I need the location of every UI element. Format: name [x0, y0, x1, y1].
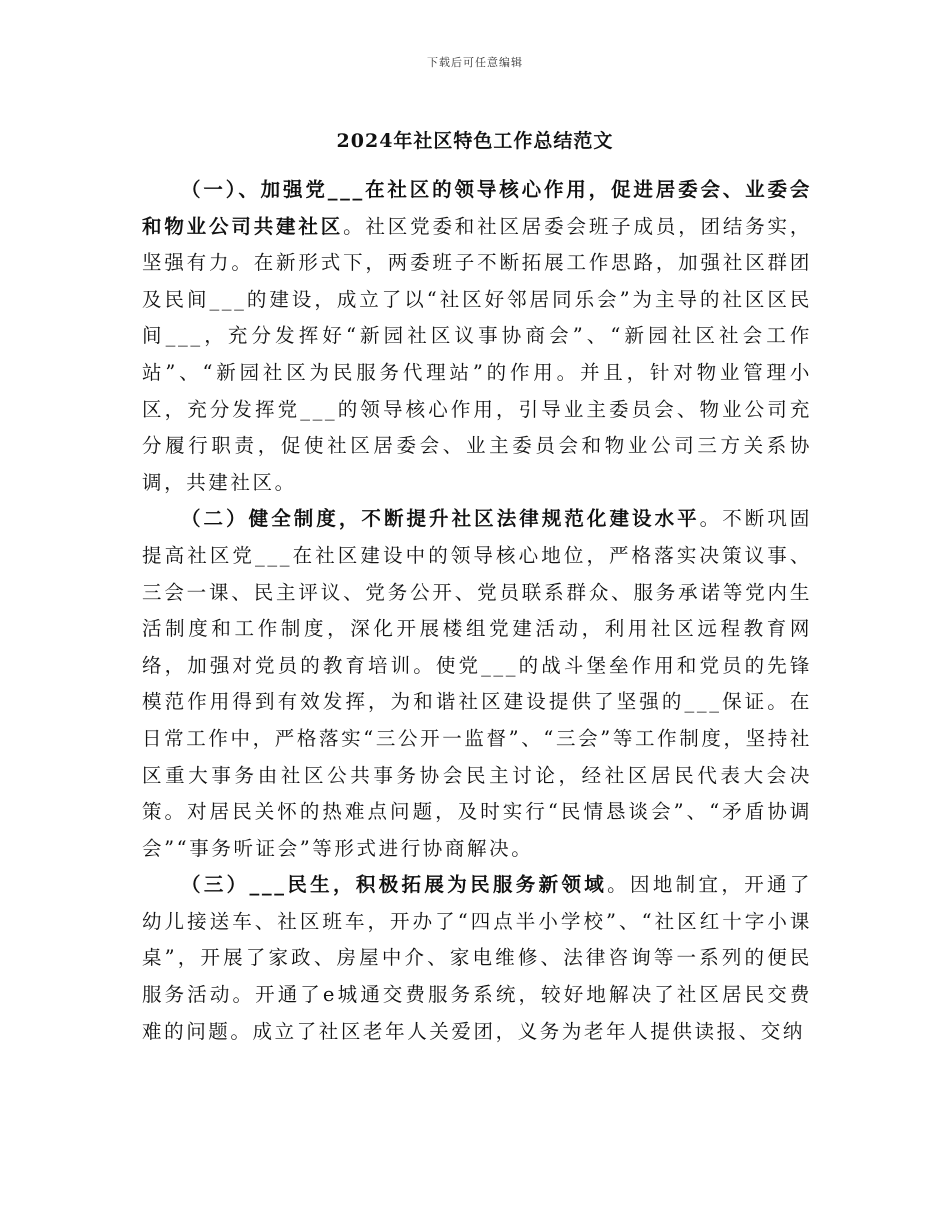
- header-note: 下载后可任意编辑: [427, 56, 523, 69]
- paragraph-3-text: 。因地制宜，开通了幼儿接送车、社区班车，开办了“四点半小学校”、“社区红十字小课桌”，开展了家政、房屋中介、家电维修、法律咨询等一系列的便民服务活动。开通了e城通交费服务系统，较好地解决了社区居民交费难的问题。成立了社区老年人关爱团，义务为老年人提供读报、交纳: [142, 873, 812, 1043]
- paragraph-1-text: 。社区党委和社区居委会班子成员，团结务实，坚强有力。在新形式下，两委班子不断拓展工作思路，加强社区群团及民间___的建设，成立了以“社区好邻居同乐会”为主导的社区区民间___，充分发挥好“新园社区议事协商会”、“新园社区社会工作站”、“新园社区为民服务代理站”的作用。并且，针对物业管理小区，充分发挥党___的领导核心作用，引导业主委员会、物业公司充分履行职责，促使社区居委会、业主委员会和物业公司三方关系协调，共建社区。: [142, 214, 812, 494]
- paragraph-1-heading: （一）、加强党___在社区的领导核心作用，促进居委会、业委会和物业公司共建社区: [142, 178, 812, 238]
- paragraph-3: [142, 867, 812, 1050]
- document-body: [142, 172, 812, 1050]
- paragraph-2-heading: （二）健全制度，不断提升社区法律规范化建设水平: [181, 507, 700, 531]
- paragraph-2-text: 。不断巩固提高社区党___在社区建设中的领导核心地位，严格落实决策议事、三会一课、民主评议、党务公开、党员联系群众、服务承诺等党内生活制度和工作制度，深化开展楼组党建活动，利用社区远程教育网络，加强对党员的教育培训。使党___的战斗堡垒作用和党员的先锋模范作用得到有效发挥，为和谐社区建设提供了坚强的___保证。在日常工作中，严格落实“三公开一监督”、“三会”等工作制度，坚持社区重大事务由社区公共事务协会民主讨论，经社区居民代表大会决策。对居民关怀的热难点问题，及时实行“民情恳谈会”、“矛盾协调会”“事务听证会”等形式进行协商解决。: [142, 507, 812, 860]
- paragraph-1: [142, 172, 812, 501]
- paragraph-3-heading: （三）___民生，积极拓展为民服务新领域: [181, 873, 608, 897]
- document-title: 2024年社区特色工作总结范文: [336, 130, 614, 152]
- paragraph-2: [142, 501, 812, 867]
